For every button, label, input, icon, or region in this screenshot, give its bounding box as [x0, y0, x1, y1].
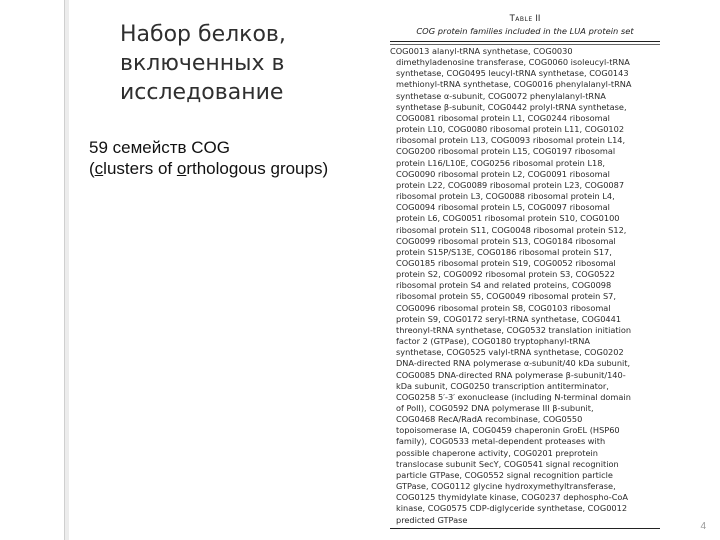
title-line-2: включенных в — [120, 51, 285, 76]
table-line: methionyl-tRNA synthetase, COG0016 phenylalanyl-tRNA — [396, 79, 632, 90]
subtitle-underlined-letter: o — [176, 159, 187, 178]
table-line: of PolI), COG0592 DNA polymerase III β-subunit, — [396, 403, 594, 413]
table-line: COG0468 RecA/RadA recombinase, COG0550 — [396, 414, 583, 425]
table-line: COG0185 ribosomal protein S19, COG0052 ribosomal — [396, 257, 616, 268]
table-line: COG0081 ribosomal protein L1, COG0244 ribosomal — [396, 112, 610, 123]
table-line: threonyl-tRNA synthetase, COG0532 translation initiation — [396, 324, 632, 335]
table-line: COG0099 ribosomal protein S13, COG0184 ribosomal — [396, 235, 616, 246]
table-line: particle GTPase, COG0552 signal recognition particle — [396, 469, 613, 480]
table-line: protein S2, COG0092 ribosomal protein S3, COG0522 — [396, 269, 615, 280]
table-line: GTPase, COG0112 glycine hydroxymethyltransferase, — [396, 481, 616, 492]
slide-title — [120, 20, 360, 107]
table-line: COG0013 alanyl-tRNA synthetase, COG0030 — [390, 46, 573, 56]
title-line-1: Набор белков, — [120, 22, 286, 47]
table-top-rule — [390, 41, 660, 42]
cog-table — [390, 14, 660, 529]
table-line: ribosomal protein L13, COG0093 ribosomal protein L14, — [396, 135, 626, 146]
table-line: protein L10, COG0080 ribosomal protein L11, COG0102 — [396, 124, 625, 135]
subtitle-underlined-letter: g — [270, 159, 280, 178]
table-line: kDa subunit, COG0250 transcription antiterminator, — [396, 380, 609, 391]
table-line: COG0125 thymidylate kinase, COG0237 dephospho-CoA — [396, 492, 629, 503]
table-caption — [390, 14, 660, 25]
table-line: DNA-directed RNA polymerase α-subunit/40 kDa subunit, — [396, 358, 631, 369]
table-line: translocase subunit SecY, COG0541 signal recognition — [396, 458, 619, 469]
table-line: topoisomerase IA, COG0459 chaperonin GroEL (HSP60 — [396, 425, 620, 436]
table-line: COG0090 ribosomal protein L2, COG0091 ribosomal — [396, 168, 610, 179]
table-line: COG0200 ribosomal protein L15, COG0197 ribosomal — [396, 146, 616, 157]
page-number: 4 — [700, 521, 706, 532]
table-caption-label: Table — [509, 14, 533, 24]
table-line: protein S15P/S13E, COG0186 ribosomal protein S17, — [396, 246, 612, 257]
table-line: COG0258 5′-3′ exonuclease (including N-terminal domain — [396, 391, 631, 402]
table-line: factor 2 (GTPase), COG0180 tryptophanyl-tRNA — [396, 336, 591, 347]
table-caption-subtitle: COG protein families included in the LUA protein set — [416, 26, 634, 36]
table-line: synthetase, COG0495 leucyl-tRNA synthetase, COG0143 — [396, 68, 629, 79]
table-bottom-rule — [390, 528, 660, 529]
table-line: protein L22, COG0089 ribosomal protein L23, COG0087 — [396, 179, 625, 190]
table-line: kinase, COG0575 CDP-diglyceride synthetase, COG0012 — [396, 503, 628, 514]
table-line: COG0094 ribosomal protein L5, COG0097 ribosomal — [396, 202, 610, 213]
slide-subtitle — [89, 137, 328, 179]
subtitle-part: ( — [89, 159, 95, 178]
table-line: COG0096 ribosomal protein S8, COG0103 ribosomal — [396, 302, 611, 313]
subtitle-line-1: 59 семейств COG — [89, 138, 230, 157]
table-header-rule — [390, 44, 660, 45]
table-line: protein S9, COG0172 seryl-tRNA synthetase, COG0441 — [396, 313, 622, 324]
table-line: ribosomal protein S11, COG0048 ribosomal protein S12, — [396, 224, 627, 235]
table-line: ribosomal protein L3, COG0088 ribosomal protein L4, — [396, 191, 615, 202]
table-line: predicted GTPase — [396, 514, 468, 525]
table-line: dimethyladenosine transferase, COG0060 isoleucyl-tRNA — [396, 57, 630, 68]
title-line-3: исследование — [120, 80, 284, 105]
subtitle-line-2 — [89, 158, 328, 179]
table-line: ribosomal protein S4 and related proteins, COG0098 — [396, 280, 612, 291]
subtitle-part: lusters of — [103, 159, 177, 178]
table-line: synthetase α-subunit, COG0072 phenylalanyl-tRNA — [396, 90, 606, 101]
table-line: protein L16/L10E, COG0256 ribosomal protein L18, — [396, 157, 606, 168]
table-body — [390, 46, 660, 526]
subtitle-part: rthologous — [186, 159, 271, 178]
table-line: COG0085 DNA-directed RNA polymerase β-subunit/140- — [396, 369, 626, 380]
table-caption-number: II — [535, 14, 541, 24]
table-line: possible chaperone activity, COG0201 preprotein — [396, 447, 598, 458]
table-line: ribosomal protein S5, COG0049 ribosomal protein S7, — [396, 291, 616, 302]
table-line: protein L6, COG0051 ribosomal protein S10, COG0100 — [396, 213, 620, 224]
table-line: synthetase, COG0525 valyl-tRNA synthetase, COG0202 — [396, 347, 624, 358]
table-line: synthetase β-subunit, COG0442 prolyl-tRNA synthetase, — [396, 101, 627, 112]
subtitle-part: roups) — [279, 159, 329, 178]
table-line: family), COG0533 metal-dependent proteases with — [396, 436, 606, 447]
subtitle-underlined-letter: c — [94, 159, 104, 178]
